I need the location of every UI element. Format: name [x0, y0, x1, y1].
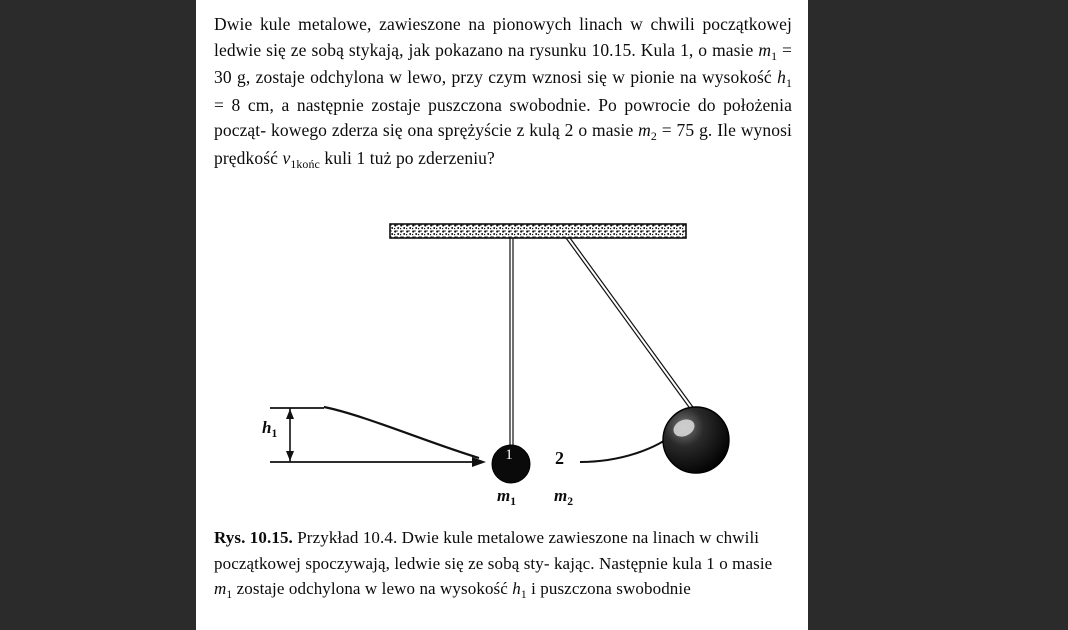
- height-measure-h1: [270, 408, 324, 462]
- label-ball-2-number: 2: [555, 448, 564, 468]
- figure-svg: [214, 200, 792, 520]
- baseline-arrow: [270, 457, 486, 467]
- ball-1-number-label: 1: [505, 447, 513, 463]
- trajectory-arc-ball2: [580, 432, 676, 462]
- ceiling-support: [390, 224, 686, 238]
- figure-pendulum-collision: [214, 200, 792, 520]
- rope-ball-1: [510, 238, 513, 452]
- ball-2: [663, 407, 729, 473]
- rope-ball-2: [566, 238, 698, 414]
- label-m1: $m_1$: [497, 486, 517, 508]
- label-h1: $h_1$: [262, 418, 278, 440]
- problem-statement: [214, 12, 792, 174]
- label-m2: $m_2$: [554, 486, 574, 508]
- trajectory-arc-ball1: [324, 407, 479, 458]
- problem-line-1: Dwie kule metalowe, zawieszone na pionowych linach w chwili początkowej ledwie się ze sobą stykają, jak pokazano na rysunku 10.15. Kula 1, o masie $m_1 = 30$ g, zostaje odchylona w lewo, przy czym wznosi się w pionie na wysokość $h_1 = 8$ cm, a następnie zostaje puszczona swobodnie. Po powrocie do położenia począt- kowego zderza się ona sprężyście z kulą 2 o masie $m_2 = 75$ g. Ile wynosi prędkość $v_{1końc}$ kuli 1 tuż po zderzeniu?: [214, 14, 792, 171]
- figure-caption: [214, 525, 792, 604]
- document-page: [196, 0, 808, 630]
- caption-text: Rys. 10.15. Przykład 10.4. Dwie kule metalowe zawieszone na linach w chwili początkowej spoczywają, ledwie się ze sobą sty- kając. Następnie kula 1 o masie $m_1$ zostaje odchylona w lewo na wysokość $h_1$ i puszczona swobodnie: [214, 528, 773, 601]
